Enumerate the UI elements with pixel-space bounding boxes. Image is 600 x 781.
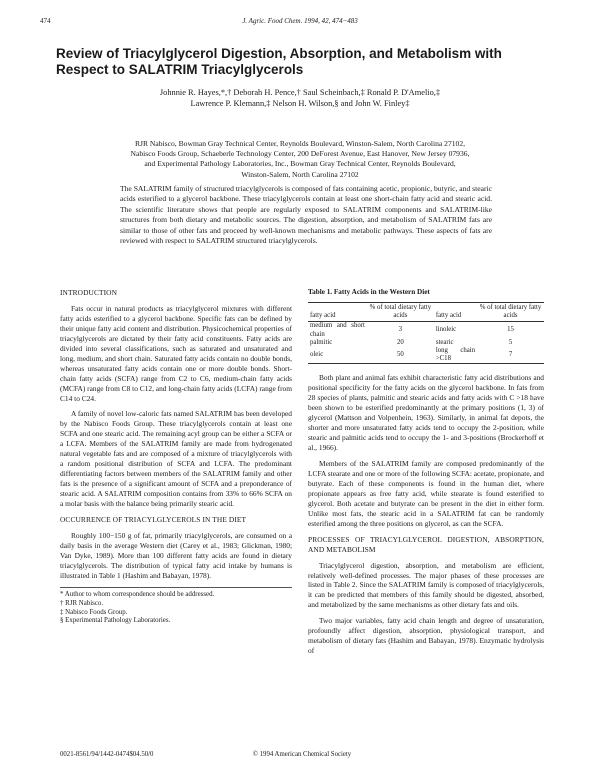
table-cell: 3 — [398, 326, 403, 334]
table-cell: stearic — [435, 338, 454, 346]
affiliations — [60, 139, 540, 180]
affiliation-line: Winston-Salem, North Carolina 27102 — [241, 169, 359, 179]
left-column — [60, 288, 292, 626]
paragraph: Two major variables, fatty acid chain length and degree of unsaturation, profoundly affect digestion, absorption, physiological transport, and metabolism of dietary fats (Hashim and Babayan, 1978). Enzymatic hydrolysis of — [308, 616, 544, 656]
table-cell: long chain >C18 — [435, 346, 476, 363]
footnote: ‡ Nabisco Foods Group. — [60, 608, 128, 616]
table-header: fatty acid — [434, 302, 477, 321]
table-cell: linoleic — [435, 326, 457, 334]
table-cell: 5 — [508, 338, 513, 346]
paragraph: A family of novel low-caloric fats named SALATRIM has been developed by the Nabisco Foods Group. These triacylglycerols contain at least one SCFA and one stearic acid. The remaining acyl group can be either a SCFA or a LCFA. Members of the SALATRIM family are made from hydrogenated natural vegetable fats and are composed of a mixture of triacylglycerols with a random positional distribution of SCFA and LCFA. The predominant differentiating factors between members of the SALATRIM family and other fats is the presence of a significant amount of SCFA and a preponderance of stearic acid. A SALATRIM composition contains from 33% to 66% SCFA on a molar basis with the balance being primarily stearic acid. — [60, 409, 292, 509]
affiliation-line: RJR Nabisco, Bowman Gray Technical Center, Reynolds Boulevard, Winston-Salem, North Carolina 27102, — [134, 139, 466, 148]
paragraph: Both plant and animal fats exhibit characteristic fatty acid distributions and positional specificity for the fatty acids on the glycerol backbone. In fats from 28 species of plants, palmitic and stearic acids and fatty acids with C >18 have been shown to be esterified predominantly at the primary positions (1, 3) of glycerol (Mattson and Volpenhein, 1963). Similarly, in animal fat depots, the shorter and more unsaturated fatty acids tend to occupy the 2-position, while stearic and palmitic acids tend to occupy the 1- and 3-positions (Brockerhoff et al., 1966). — [308, 373, 544, 453]
table-row — [308, 339, 544, 347]
copyright: © 1994 American Chemical Society — [252, 751, 352, 758]
right-column — [308, 288, 544, 662]
table-caption: Table 1. Fatty Acids in the Western Diet — [308, 288, 430, 296]
page-footer — [60, 751, 544, 758]
table-cell: 50 — [367, 347, 434, 364]
fatty-acid-table — [308, 302, 544, 364]
footnote: * Author to whom correspondence should be addressed. — [60, 590, 215, 598]
abstract: The SALATRIM family of structured triacylglycerols is composed of fats containing acetic, propionic, butyric, and stearic acids esterified to a glycerol backbone. These triacylglycerols contain at least one short-chain fatty acid and stearic acid. The scientific literature shows that people are regularly exposed to SALATRIM components and SALATRIM-like structures from both dietary and metabolic sources. The digestion, absorption, and metabolism of SALATRIM fats are similar to those of other fats and proceed by well-known mechanisms and metabolic pathways. These aspects of fats are reviewed with respect to SALATRIM structured triacylglycerols. — [120, 184, 492, 246]
affiliation-line: Nabisco Foods Group, Schaeberle Technology Center, 200 DeForest Avenue, East Hanover, New Jersey 07936, — [130, 149, 470, 159]
footnote: † RJR Nabisco. — [60, 599, 104, 607]
article-code: 0021-8561/94/1442-0474$04.50/0 — [60, 751, 154, 758]
table-header: % of total dietary fatty acids — [477, 302, 544, 321]
table-cell: palmitic — [310, 338, 333, 346]
author-line: Lawrence P. Klemann,‡ Nelson H. Wilson,§ and John W. Finley‡ — [190, 99, 410, 108]
journal-citation: J. Agric. Food Chem. 1994, 42, 474−483 — [242, 17, 358, 25]
table-header: % of total dietary fatty acids — [367, 302, 434, 321]
footnote: § Experimental Pathology Laboratories. — [60, 617, 171, 625]
footnotes — [60, 587, 292, 627]
table-row — [308, 322, 544, 339]
page-number: 474 — [40, 17, 51, 25]
table-cell: medium and short chain — [310, 322, 365, 338]
section-heading-occurrence: OCCURRENCE OF TRIACYLGLYCEROLS IN THE DIET — [60, 515, 247, 525]
table-header: fatty acid — [308, 302, 367, 321]
author-line: Johnnie R. Hayes,*,† Deborah H. Pence,† Saul Scheinbach,‡ Ronald P. D'Amelio,‡ — [159, 88, 441, 97]
paragraph: Members of the SALATRIM family are composed predominantly of the LCFA stearate and one or more of the following SCFA: acetate, propionate, and butyrate. Each of these components is found in the human diet, where propionate appears as free fatty acid, while stearate is found esterified to glycerol. Both acetate and butyrate can be present in the diet in either form. Unlike most fats, the stearic acid in a SALATRIM fat can be randomly esterified among the three positions on glycerol, as can the SCFA. — [308, 459, 544, 528]
section-heading-processes: PROCESSES OF TRIACYLGLYCEROL DIGESTION, ABSORPTION, AND METABOLISM — [308, 534, 544, 554]
table-cell: oleic — [308, 347, 367, 364]
table-cell: 15 — [507, 326, 514, 334]
article-title: Review of Triacylglycerol Digestion, Absorption, and Metabolism with Respect to SALATRIM Triacylglycerols — [56, 46, 502, 77]
paragraph: Fats occur in natural products as triacylglycerol mixtures with different fatty acids esterified to a glycerol backbone. Specific fats can be defined by their unique fatty acid content and distribution. Physicochemical properties of triacylglycerols are dictated by their fatty acid constituents. Fatty acids are divided into several classifications, such as saturated and unsaturated and long, medium, and short chain. Saturated fatty acids contain no double bonds, whereas unsaturated fatty acids contain one or more double bonds. Short-chain fatty acids (SCFA) range from C2 to C6, medium-chain fatty acids (MCFA) range from C8 to C12, and long-chain fatty acids (LCFA) range from C14 to C24. — [60, 303, 292, 403]
table-cell: 20 — [396, 338, 404, 346]
section-heading-introduction: INTRODUCTION — [60, 288, 118, 297]
paragraph: Triacylglycerol digestion, absorption, and metabolism are efficient, relatively well-defined processes. The major phases of these processes are listed in Table 2. Since the SALATRIM family is composed of triacylglycerols, it can be predicted that members of this family should be digested, absorbed, and metabolized by the same mechanisms as other dietary fats and oils. — [308, 560, 544, 610]
table-row — [308, 347, 544, 364]
affiliation-line: and Experimental Pathology Laboratories, Inc., Bowman Gray Technical Center, Reynolds Boulevard, — [144, 159, 456, 169]
paragraph: Roughly 100−150 g of fat, primarily triacylglycerols, are consumed on a daily basis in the average Western diet (Carey et al., 1983; Glickman, 1980; Van Dyke, 1989). More than 100 different fatty acids are found in dietary triacylglycerols. The distribution of typical fatty acid intake by humans is illustrated in Table 1 (Hashim and Babayan, 1978). — [60, 530, 292, 580]
author-list — [60, 87, 540, 109]
table-cell: 7 — [477, 347, 544, 364]
